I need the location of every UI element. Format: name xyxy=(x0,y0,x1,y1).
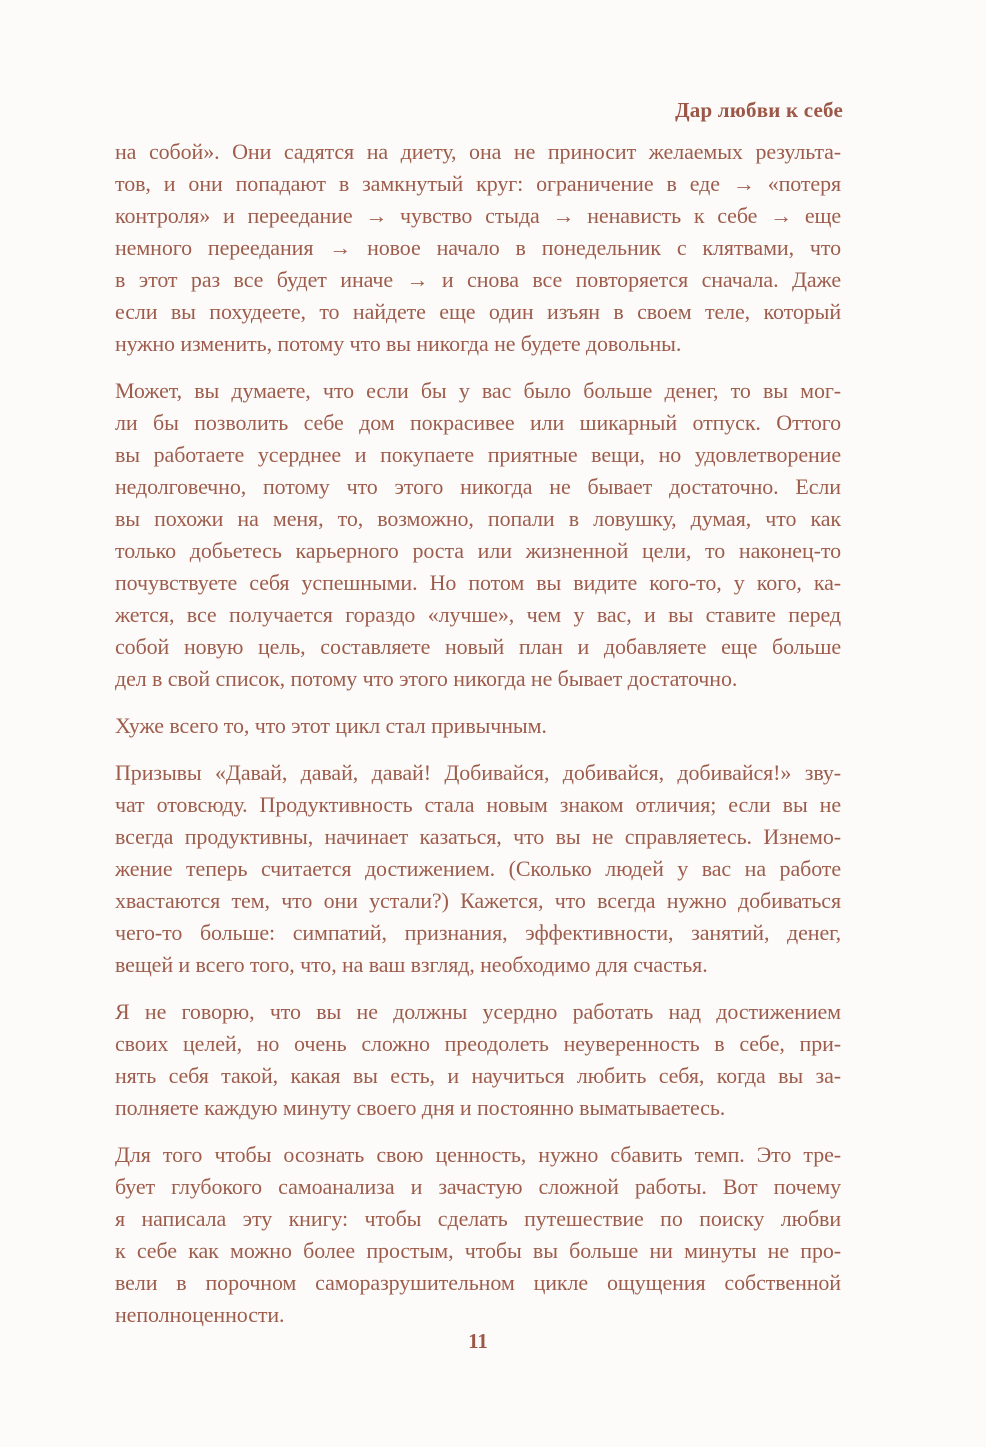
paragraph: Хуже всего то, что этот цикл стал привычным. xyxy=(115,713,547,738)
paragraph: Может, вы думаете, что если бы у вас было больше денег, то вы мог- ли бы позволить себе дом покрасивее или шикарный отпуск. Оттого вы работаете усерднее и покупаете приятные вещи, но удовлетворение недолговечно, потому что этого никогда не бывает достаточно. Если вы похожи на меня, то, возможно, попали в ловушку, думая, что как только добьетесь карьерного роста или жизненной цели, то наконец-то почувствуете себя успешными. Но потом вы видите кого-то, у кого, ка- жется, все получается гораздо «лучше», чем у вас, и вы ставите перед собой новую цель, составляете новый план и добавляете еще больше дел в свой список, потому что этого никогда не бывает достаточно. xyxy=(115,378,841,691)
running-header: Дар любви к себе xyxy=(675,98,843,122)
paragraph: Призывы «Давай, давай, давай! Добивайся, добивайся, добивайся!» зву- чат отовсюду. Продуктивность стала новым знаком отличия; если вы не всегда продуктивны, начинает казаться, что вы не справляетесь. Изнемо- жение теперь считается достижением. (Сколько людей у вас на работе хвастаются тем, что они устали?) Кажется, что всегда нужно добиваться чего-то больше: симпатий, признания, эффективности, занятий, денег, вещей и всего того, что, на ваш взгляд, необходимо для счастья. xyxy=(115,760,841,977)
body-text xyxy=(115,136,841,1346)
paragraph: Для того чтобы осознать свою ценность, нужно сбавить темп. Это тре- бует глубокого самоанализа и зачастую сложной работы. Вот почему я написала эту книгу: чтобы сделать путешествие по поиску любви к себе как можно более простым, чтобы вы больше ни минуты не про- вели в порочном саморазрушительном цикле ощущения собственной неполноценности. xyxy=(115,1142,841,1327)
paragraph: на собой». Они садятся на диету, она не приносит желаемых результа- тов, и они попадают в замкнутый круг: ограничение в еде → «потеря контроля» и переедание → чувство стыда → ненависть к себе → еще немного переедания → новое начало в понедельник с клятвами, что в этот раз все будет иначе → и снова все повторяется сначала. Даже если вы похудеете, то найдете еще один изъян в своем теле, который нужно изменить, потому что вы никогда не будете довольны. xyxy=(115,139,841,356)
page-number: 11 xyxy=(468,1329,488,1353)
paragraph: Я не говорю, что вы не должны усердно работать над достижением своих целей, но очень сложно преодолеть неуверенность в себе, при- нять себя такой, какая вы есть, и научиться любить себя, когда вы за- полняете каждую минуту своего дня и постоянно выматываетесь. xyxy=(115,999,841,1120)
